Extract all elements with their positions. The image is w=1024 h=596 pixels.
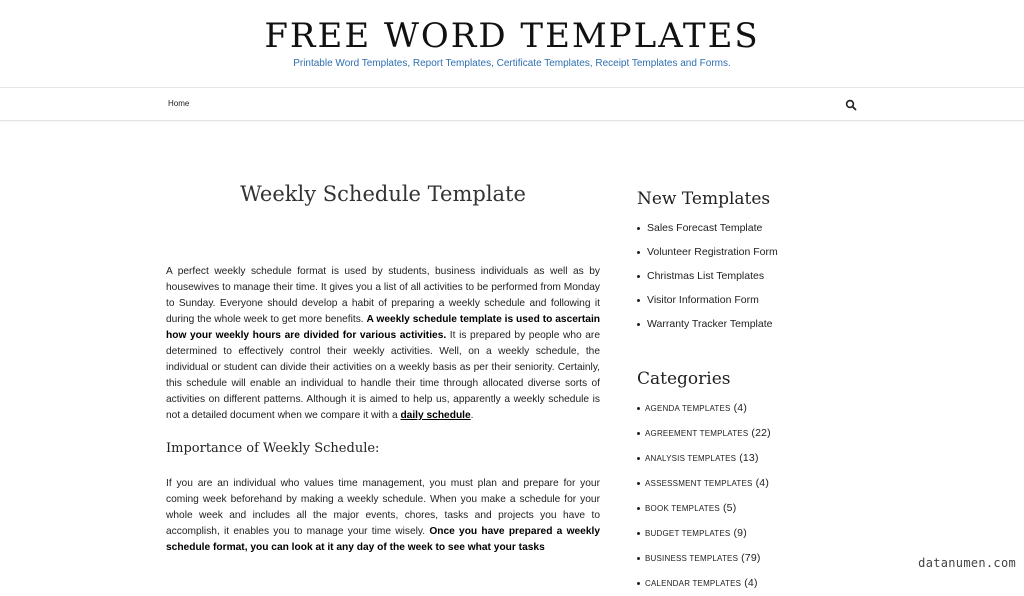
- category-item[interactable]: [637, 521, 877, 546]
- article: [166, 180, 600, 553]
- new-templates-heading: New Templates: [637, 189, 771, 209]
- watermark: datanumen.com: [918, 556, 1016, 570]
- new-template-link[interactable]: Christmas List Templates: [637, 264, 877, 288]
- bold-text: Once you have prepared a weekly schedule format, you can look at it any day of the week to see what your tasks: [166, 526, 600, 553]
- main-navigation: [0, 88, 1024, 121]
- categories-list: [637, 396, 877, 596]
- category-count: (9): [733, 527, 747, 539]
- category-link[interactable]: BUSINESS TEMPLATES: [645, 554, 739, 563]
- category-link[interactable]: BOOK TEMPLATES: [645, 504, 720, 513]
- article-body: [166, 264, 600, 556]
- category-link[interactable]: ASSESSMENT TEMPLATES: [645, 479, 753, 488]
- site-title[interactable]: FREE WORD TEMPLATES: [264, 16, 760, 56]
- category-count: (79): [741, 552, 761, 564]
- inline-link[interactable]: daily schedule: [400, 410, 471, 421]
- category-item[interactable]: [637, 571, 877, 596]
- category-count: (13): [739, 452, 759, 464]
- category-item[interactable]: [637, 396, 877, 421]
- category-count: (4): [744, 577, 758, 589]
- sidebar: [637, 188, 877, 596]
- article-paragraph-importance: [166, 476, 600, 556]
- site-tagline: Printable Word Templates, Report Templates, Certificate Templates, Receipt Templates and Forms.: [293, 58, 731, 69]
- category-link[interactable]: AGREEMENT TEMPLATES: [645, 429, 749, 438]
- category-count: (4): [733, 402, 748, 414]
- new-template-link[interactable]: Volunteer Registration Form: [637, 240, 877, 264]
- text-run: A perfect weekly schedule format is used by students, business individuals as well as by housewives to manage their time. It gives you a list of all activities to be performed from Monday to Sunday. Everyone should develop a habit of preparing a weekly schedule and following it during the whole week to get more benefits.: [166, 266, 600, 325]
- category-count: (22): [751, 427, 771, 439]
- category-item[interactable]: [637, 421, 877, 446]
- page-title: Weekly Schedule Template: [240, 182, 526, 206]
- new-templates-list: [637, 216, 877, 336]
- nav-home-link[interactable]: Home: [168, 99, 190, 108]
- site-header: [0, 0, 1024, 88]
- article-paragraph-intro: [166, 264, 600, 424]
- category-count: (5): [722, 502, 737, 514]
- category-link[interactable]: CALENDAR TEMPLATES: [645, 579, 742, 588]
- category-item[interactable]: [637, 446, 877, 471]
- category-link[interactable]: ANALYSIS TEMPLATES: [645, 454, 737, 463]
- category-link[interactable]: BUDGET TEMPLATES: [645, 529, 731, 538]
- new-template-link[interactable]: Sales Forecast Template: [637, 216, 877, 240]
- category-item[interactable]: [637, 471, 877, 496]
- text-run: It is prepared by people who are determined to effectively control their weekly activities. Well, on a weekly schedule, the individual or student can divide their activities on a weekly basis as per their seniority. Certainly, this schedule will enable an individual to handle their time through allocated diverse sorts of activities on different patterns. Although it is aimed to help us, apparently a weekly schedule is not a detailed document when we compare it with a: [166, 330, 600, 421]
- text-run: .: [470, 410, 474, 421]
- new-template-link[interactable]: Warranty Tracker Template: [637, 312, 877, 336]
- categories-heading: Categories: [637, 369, 731, 389]
- category-item[interactable]: [637, 496, 877, 521]
- text-run: If you are an individual who values time management, you must plan and prepare for your coming week beforehand by making a weekly schedule. When you make a schedule for your whole week and includes all the major events, chores, tasks and projects you have to accomplish, it enables you to manage your time wisely.: [166, 478, 600, 537]
- new-template-link[interactable]: Visitor Information Form: [637, 288, 877, 312]
- section-heading: Importance of Weekly Schedule:: [166, 441, 380, 456]
- search-icon[interactable]: [845, 98, 857, 110]
- category-count: (4): [755, 477, 770, 489]
- bold-text: A weekly schedule template is used to ascertain how your weekly hours are divided for various activities.: [166, 314, 600, 341]
- category-link[interactable]: AGENDA TEMPLATES: [645, 404, 731, 413]
- category-item[interactable]: [637, 546, 877, 571]
